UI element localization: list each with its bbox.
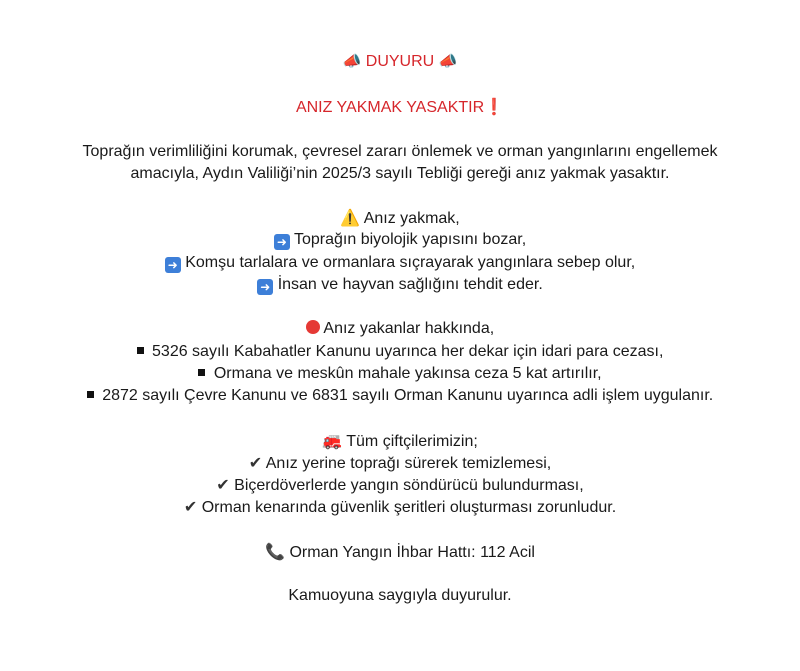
penalty-text: Ormana ve meskûn mahale yakınsa ceza 5 kat artırılır, [213,365,602,382]
headline-line [0,96,800,119]
intro-line-2: amacıyla, Aydın Valiliği’nin 2025/3 sayılı Tebliği gereği anız yakmak yasaktır. [130,165,670,182]
penalty-item [0,385,800,407]
announcement-title: DUYURU [365,53,435,70]
farmer-text: Orman kenarında güvenlik şeritleri oluşturması zorunludur. [201,499,617,516]
penalty-item [0,363,800,385]
penalty-text: 2872 sayılı Çevre Kanunu ve 6831 sayılı Orman Kanunu uyarınca adli işlem uygulanır. [102,387,714,404]
right-arrow-icon: ➜ [274,234,290,250]
intro-line-1: Toprağın verimliliğini korumak, çevresel zararı önlemek ve orman yangınlarını engellemek [82,143,718,160]
effect-item [0,274,800,296]
farmer-text: Biçerdöverlerde yangın söndürücü bulundurması, [234,477,584,494]
farmers-heading: Tüm çiftçilerimizin; [346,433,478,450]
farmer-item [0,496,800,519]
penalties-heading-line [0,318,800,340]
black-square-icon [137,347,144,354]
farmers-heading-line [0,430,800,453]
telephone-icon: 📞 [265,542,285,561]
closing-text: Kamuoyuna saygıyla duyurulur. [288,587,512,604]
check-mark-icon: ✔ [216,475,230,494]
headline: ANIZ YAKMAK YASAKTIR [295,99,485,116]
black-square-icon [198,369,205,376]
check-mark-icon: ✔ [248,453,263,472]
red-circle-icon [306,320,320,334]
effects-heading: Anız yakmak, [363,210,460,227]
penalty-item [0,341,800,363]
megaphone-icon: 📣 [342,52,362,70]
effect-text: İnsan ve hayvan sağlığını tehdit eder. [277,276,543,293]
right-arrow-icon: ➜ [257,279,273,295]
farmer-item [0,452,800,475]
penalties-heading: Anız yakanlar hakkında, [323,320,495,337]
effect-text: Komşu tarlalara ve ormanlara sıçrayarak yangınlara sebep olur, [185,254,636,271]
megaphone-icon: 📣 [438,52,458,70]
effect-item [0,229,800,251]
hotline-text: Orman Yangın İhbar Hattı: 112 Acil [289,544,535,561]
farmer-text: Anız yerine toprağı sürerek temizlemesi, [265,455,552,472]
hotline-line [0,541,800,564]
check-mark-icon: ✔ [183,497,198,516]
penalty-text: 5326 sayılı Kabahatler Kanunu uyarınca her dekar için idari para cezası, [152,343,664,360]
announcement-title-line [0,50,800,73]
farmer-item [0,474,800,497]
warning-icon: ⚠️ [340,208,361,227]
effect-item [0,252,800,274]
effect-text: Toprağın biyolojik yapısını bozar, [294,231,527,248]
effects-heading-line [0,207,800,230]
fire-truck-icon: 🚒 [322,431,343,450]
right-arrow-icon: ➜ [165,257,181,273]
exclamation-icon: ❗ [484,97,505,116]
black-square-icon [87,391,94,398]
